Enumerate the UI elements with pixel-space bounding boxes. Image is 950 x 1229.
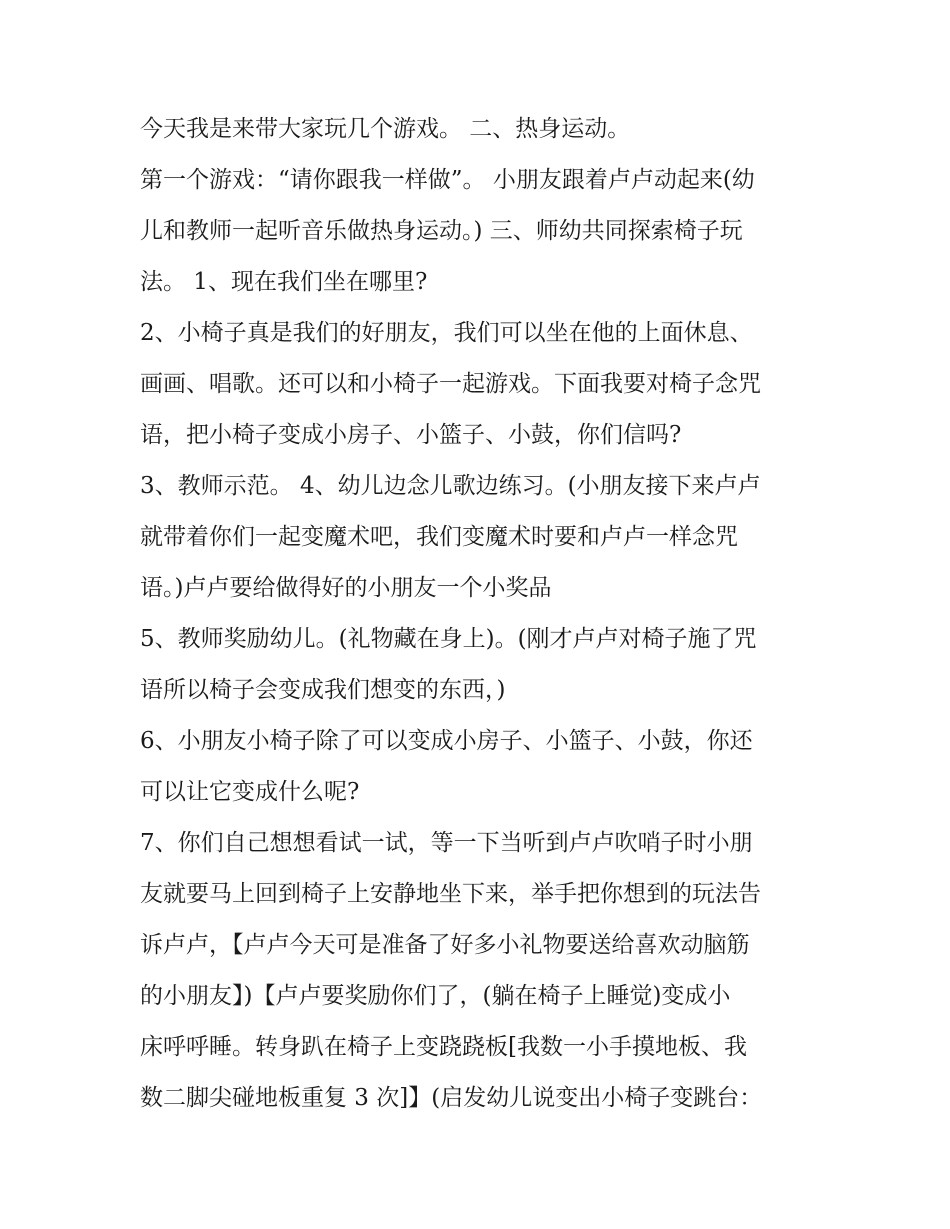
text-line: 床呼呼睡。转身趴在椅子上变跷跷板[我数一小手摸地板、我 xyxy=(140,1034,747,1060)
text-line: 今天我是来带大家玩几个游戏。 二、热身运动。 xyxy=(140,116,631,142)
text-line: 数二脚尖碰地板重复 3 次]】(启发幼儿说变出小椅子变跳台： xyxy=(140,1085,763,1111)
text-line: 的小朋友】)【卢卢要奖励你们了，(躺在椅子上睡觉)变成小 xyxy=(140,983,731,1009)
text-line: 儿和教师一起听音乐做热身运动。) 三、师幼共同探索椅子玩 xyxy=(140,218,743,244)
text-line: 法。 1、现在我们坐在哪里? xyxy=(140,269,428,295)
text-line: 2、小椅子真是我们的好朋友，我们可以坐在他的上面休息、 xyxy=(140,320,753,346)
text-line: 6、小朋友小椅子除了可以变成小房子、小篮子、小鼓，你还 xyxy=(140,728,753,754)
text-line: 第一个游戏：“请你跟我一样做”。 小朋友跟着卢卢动起来(幼 xyxy=(140,167,755,193)
text-line: 友就要马上回到椅子上安静地坐下来，举手把你想到的玩法告 xyxy=(140,881,761,907)
text-line: 诉卢卢，【卢卢今天可是准备了好多小礼物要送给喜欢动脑筋 xyxy=(140,932,750,958)
text-line: 语。)卢卢要给做得好的小朋友一个小奖品 xyxy=(140,575,552,601)
text-line: 就带着你们一起变魔术吧，我们变魔术时要和卢卢一样念咒 xyxy=(140,524,738,550)
text-line: 5、教师奖励幼儿。(礼物藏在身上)。(刚才卢卢对椅子施了咒 xyxy=(140,626,757,652)
text-line: 画画、唱歌。还可以和小椅子一起游戏。下面我要对椅子念咒 xyxy=(140,371,761,397)
text-line: 7、你们自己想想看试一试，等一下当听到卢卢吹哨子时小朋 xyxy=(140,830,753,856)
text-line: 语所以椅子会变成我们想变的东西，) xyxy=(140,677,506,703)
text-line: 语，把小椅子变成小房子、小篮子、小鼓，你们信吗? xyxy=(140,422,682,448)
text-line: 可以让它变成什么呢? xyxy=(140,779,360,805)
text-line: 3、教师示范。 4、幼儿边念儿歌边练习。(小朋友接下来卢卢 xyxy=(140,473,761,499)
